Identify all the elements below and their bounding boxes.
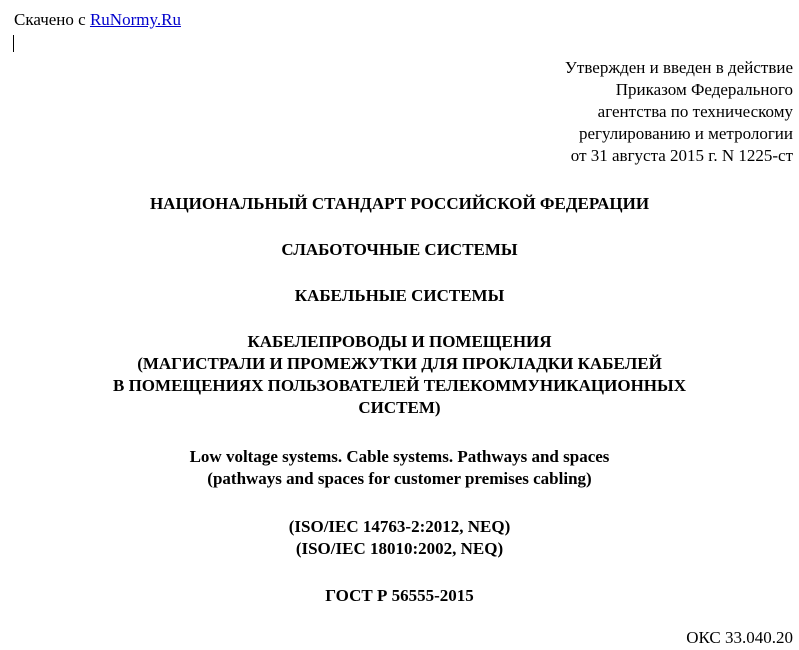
approval-line: Утвержден и введен в действие [564,58,793,77]
approval-line: регулированию и метрологии [578,124,793,143]
iso-reference-line: (ISO/IEC 14763-2:2012, NEQ) [288,517,511,536]
gost-number [0,585,799,607]
national-standard-title [0,193,799,215]
gost-number-text: ГОСТ Р 56555-2015 [325,586,474,605]
cable-systems-title [0,285,799,307]
pathways-title-line: КАБЕЛЕПРОВОДЫ И ПОМЕЩЕНИЯ [247,332,552,351]
english-title-line: Low voltage systems. Cable systems. Pathways and spaces [189,447,610,466]
low-voltage-title [0,239,799,261]
iso-references [0,516,799,560]
approval-block [565,57,793,167]
english-title [0,446,799,490]
source-link[interactable]: RuNormy.Ru [89,10,181,29]
source-prefix: Скачено с [14,10,86,29]
text-cursor [13,35,14,52]
approval-line: Приказом Федерального [615,80,793,99]
approval-line: агентства по техническому [597,102,793,121]
source-line [14,10,181,30]
english-title-line: (pathways and spaces for customer premises cabling) [207,469,592,488]
pathways-title-line: В ПОМЕЩЕНИЯХ ПОЛЬЗОВАТЕЛЕЙ ТЕЛЕКОММУНИКАЦИОННЫХ [112,376,686,395]
pathways-title [0,331,799,419]
national-standard-title-text: НАЦИОНАЛЬНЫЙ СТАНДАРТ РОССИЙСКОЙ ФЕДЕРАЦИИ [149,194,650,213]
iso-reference-line: (ISO/IEC 18010:2002, NEQ) [295,539,504,558]
approval-line: от 31 августа 2015 г. N 1225-ст [570,146,793,165]
cable-systems-title-text: КАБЕЛЬНЫЕ СИСТЕМЫ [294,286,505,305]
pathways-title-line: (МАГИСТРАЛИ И ПРОМЕЖУТКИ ДЛЯ ПРОКЛАДКИ КАБЕЛЕЙ [137,354,662,373]
oks-code: ОКС 33.040.20 [686,628,793,647]
low-voltage-title-text: СЛАБОТОЧНЫЕ СИСТЕМЫ [281,240,518,259]
pathways-title-line: СИСТЕМ) [358,398,441,417]
